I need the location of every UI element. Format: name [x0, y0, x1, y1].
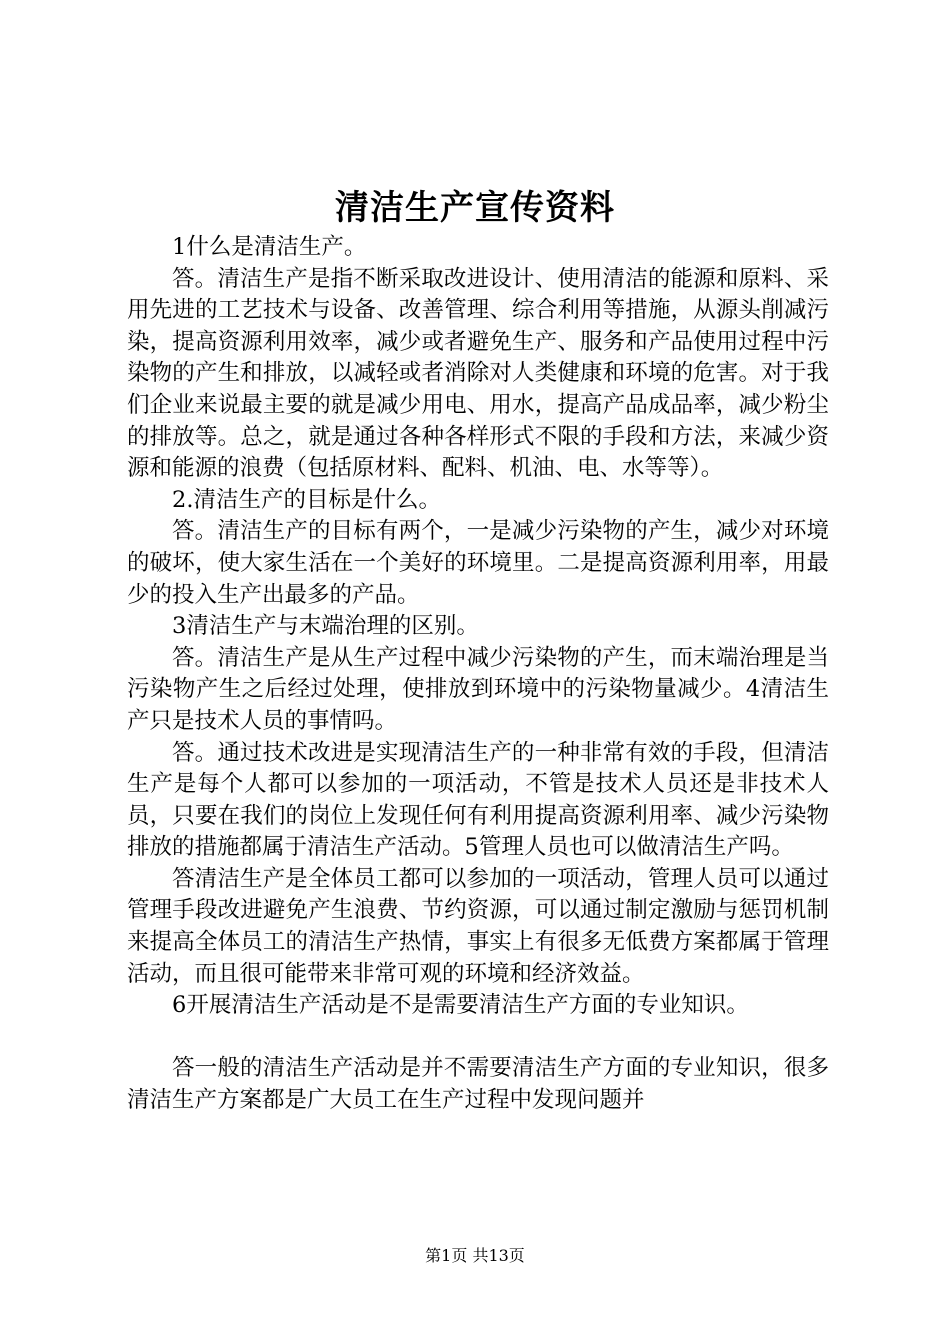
paragraph-a6: 答一般的清洁生产活动是并不需要清洁生产方面的专业知识，很多清洁生产方案都是广大员工在生产过程中发现问题并: [127, 1055, 829, 1114]
paragraph-q6: 6开展清洁生产活动是不是需要清洁生产方面的专业知识。: [172, 992, 749, 1019]
paragraph-a1: 答。清洁生产是指不断采取改进设计、使用清洁的能源和原料、采用先进的工艺技术与设备、改善管理、综合利用等措施，从源头削减污染，提高资源利用效率，减少或者避免生产、服务和产品使用过程中污染物的产生和排放，以减轻或者消除对人类健康和环境的危害。对于我们企业来说最主要的就是减少用电、用水，提高产品成品率，减少粉尘的排放等。总之，就是通过各种各样形式不限的手段和方法，来减少资源和能源的浪费（包括原材料、配料、机油、电、水等等）。: [127, 265, 829, 482]
paragraph-a5: 答清洁生产是全体员工都可以参加的一项活动，管理人员可以通过管理手段改进避免产生浪费、节约资源，可以通过制定激励与惩罚机制来提高全体员工的清洁生产热情，事实上有很多无低费方案都属于管理活动，而且很可能带来非常可观的环境和经济效益。: [127, 865, 829, 987]
paragraph-q3: 3清洁生产与末端治理的区别。: [172, 613, 479, 640]
paragraph-q1: 1什么是清洁生产。: [172, 234, 367, 260]
page-number: 第1页 共13页: [425, 1246, 525, 1265]
paragraph-a3: 答。清洁生产是从生产过程中减少污染物的产生，而末端治理是当污染物产生之后经过处理，使排放到环境中的污染物量减少。4清洁生产只是技术人员的事情吗。: [127, 644, 829, 734]
paragraph-q2: 2.清洁生产的目标是什么。: [172, 486, 441, 513]
document-body: [127, 232, 829, 1117]
document-title: 清洁生产宣传资料: [335, 188, 615, 228]
paragraph-a2: 答。清洁生产的目标有两个，一是减少污染物的产生，减少对环境的破坏，使大家生活在一个美好的环境里。二是提高资源利用率，用最少的投入生产出最多的产品。: [127, 518, 829, 608]
paragraph-a4: 答。通过技术改进是实现清洁生产的一种非常有效的手段，但清洁生产是每个人都可以参加的一项活动，不管是技术人员还是非技术人员，只要在我们的岗位上发现任何有利用提高资源利用率、减少污染物排放的措施都属于清洁生产活动。5管理人员也可以做清洁生产吗。: [127, 739, 829, 861]
